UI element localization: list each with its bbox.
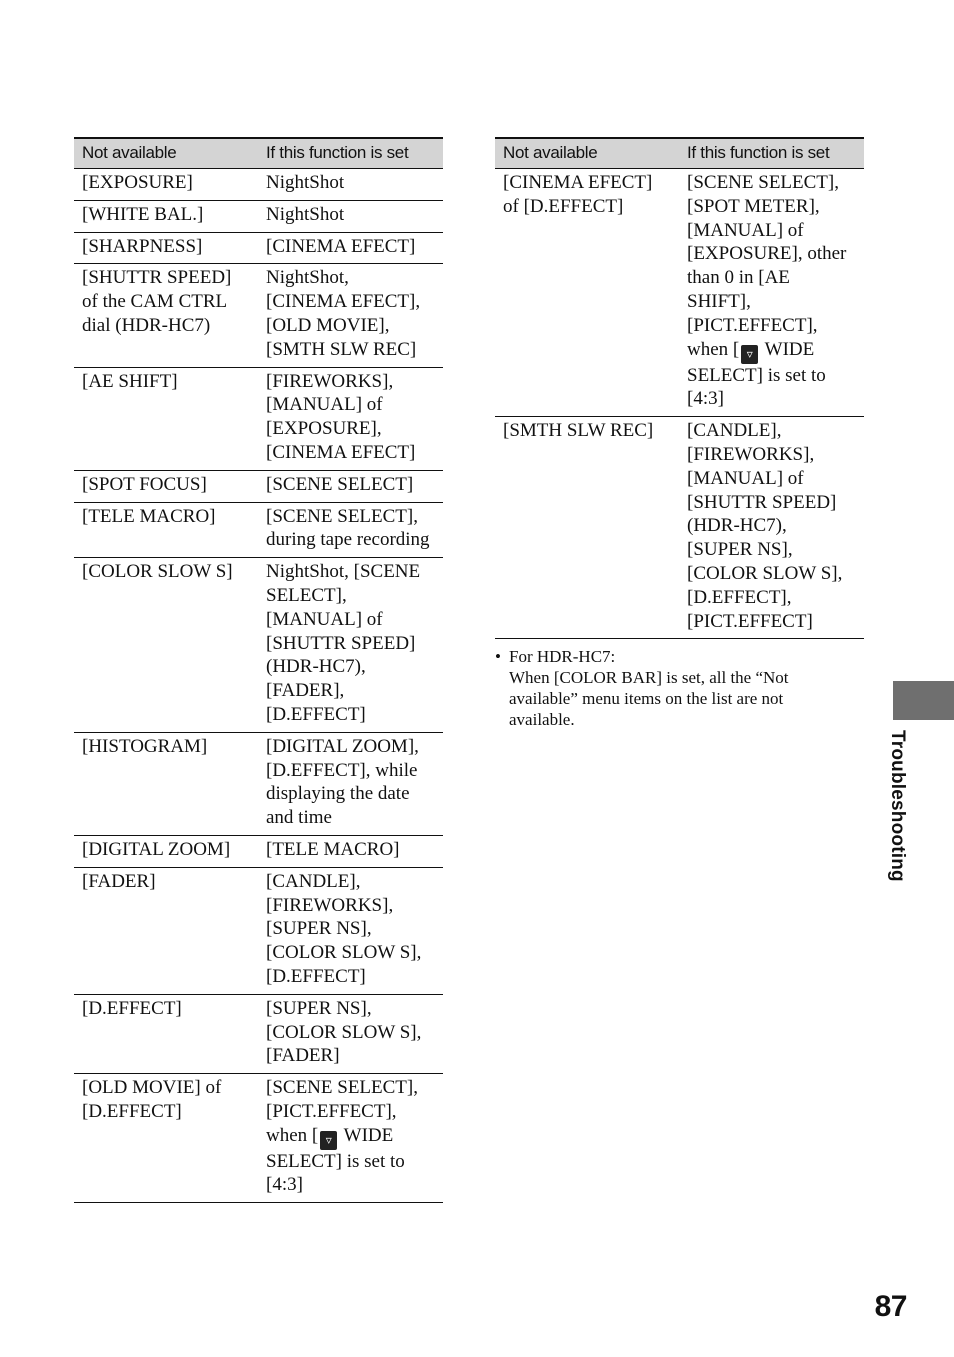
function-set-cell: [SCENE SELECT] <box>258 470 443 502</box>
table-row <box>74 232 443 264</box>
header-if-function-set: If this function is set <box>258 138 443 169</box>
function-set-cell: NightShot, [SCENE SELECT], [MANUAL] of [SHUTTR SPEED] (HDR-HC7), [FADER], [D.EFFECT] <box>258 558 443 733</box>
section-label: Troubleshooting <box>887 730 908 882</box>
table-row <box>495 169 864 417</box>
table-row <box>74 732 443 835</box>
table-header-row <box>74 138 443 169</box>
function-set-cell: [TELE MACRO] <box>258 835 443 867</box>
function-set-cell: [CANDLE], [FIREWORKS], [MANUAL] of [SHUTTR SPEED] (HDR-HC7), [SUPER NS], [COLOR SLOW S], [D.EFFECT], [PICT.EFFECT] <box>679 417 864 639</box>
function-set-cell: [SUPER NS], [COLOR SLOW S], [FADER] <box>258 994 443 1073</box>
table-row <box>74 994 443 1073</box>
not-available-cell: [FADER] <box>74 867 258 994</box>
not-available-cell: [AE SHIFT] <box>74 367 258 470</box>
function-set-cell: NightShot <box>258 200 443 232</box>
table-row <box>74 264 443 367</box>
table-row <box>495 417 864 639</box>
function-set-cell <box>258 1074 443 1203</box>
cell-text-before-icon: [SCENE SELECT], [PICT.EFFECT], when [ <box>266 1077 418 1146</box>
section-tab <box>893 681 954 720</box>
not-available-cell: [D.EFFECT] <box>74 994 258 1073</box>
header-if-function-set: If this function is set <box>679 138 864 169</box>
header-not-available: Not available <box>495 138 679 169</box>
bullet: • <box>495 647 501 666</box>
table-row <box>74 502 443 558</box>
not-available-cell: [SHARPNESS] <box>74 232 258 264</box>
cell-text-before-icon: [SCENE SELECT], [SPOT METER], [MANUAL] of [EXPOSURE], other than 0 in [AE SHIFT], [PICT.EFFECT], when [ <box>687 172 847 360</box>
function-set-cell: [FIREWORKS], [MANUAL] of [EXPOSURE], [CINEMA EFECT] <box>258 367 443 470</box>
not-available-cell: [TELE MACRO] <box>74 502 258 558</box>
table-row <box>74 367 443 470</box>
table-row <box>74 1074 443 1203</box>
wide-select-icon: ▿ <box>320 1131 337 1150</box>
page-number: 87 <box>874 1290 907 1323</box>
table-row <box>74 200 443 232</box>
table-row <box>74 169 443 201</box>
header-not-available: Not available <box>74 138 258 169</box>
table-row <box>74 558 443 733</box>
not-available-cell: [OLD MOVIE] of [D.EFFECT] <box>74 1074 258 1203</box>
not-available-cell: [SPOT FOCUS] <box>74 470 258 502</box>
function-set-cell: NightShot <box>258 169 443 201</box>
left-table-body <box>74 169 443 1203</box>
function-set-cell: [CANDLE], [FIREWORKS], [SUPER NS], [COLOR SLOW S], [D.EFFECT] <box>258 867 443 994</box>
cell-text-after-icon: WIDE SELECT] is set to [4:3] <box>687 338 826 410</box>
not-available-cell: [DIGITAL ZOOM] <box>74 835 258 867</box>
not-available-cell: [EXPOSURE] <box>74 169 258 201</box>
footnote-text: For HDR-HC7: When [COLOR BAR] is set, all the “Not available” menu items on the list are not available. <box>509 647 789 729</box>
not-available-cell: [HISTOGRAM] <box>74 732 258 835</box>
function-set-cell: [DIGITAL ZOOM], [D.EFFECT], while displaying the date and time <box>258 732 443 835</box>
cell-text-after-icon: WIDE SELECT] is set to [4:3] <box>266 1124 405 1196</box>
not-available-cell: [SHUTTR SPEED] of the CAM CTRL dial (HDR-HC7) <box>74 264 258 367</box>
not-available-cell: [CINEMA EFECT] of [D.EFFECT] <box>495 169 679 417</box>
table-row <box>74 835 443 867</box>
footnote <box>495 646 825 730</box>
right-function-table <box>495 137 864 639</box>
table-row <box>74 470 443 502</box>
not-available-cell: [COLOR SLOW S] <box>74 558 258 733</box>
left-function-table <box>74 137 443 1203</box>
function-set-cell: [CINEMA EFECT] <box>258 232 443 264</box>
function-set-cell <box>679 169 864 417</box>
not-available-cell: [WHITE BAL.] <box>74 200 258 232</box>
function-set-cell: NightShot, [CINEMA EFECT], [OLD MOVIE], [SMTH SLW REC] <box>258 264 443 367</box>
right-table-body <box>495 169 864 639</box>
wide-select-icon: ▿ <box>741 345 758 364</box>
function-set-cell: [SCENE SELECT], during tape recording <box>258 502 443 558</box>
table-header-row <box>495 138 864 169</box>
not-available-cell: [SMTH SLW REC] <box>495 417 679 639</box>
table-row <box>74 867 443 994</box>
